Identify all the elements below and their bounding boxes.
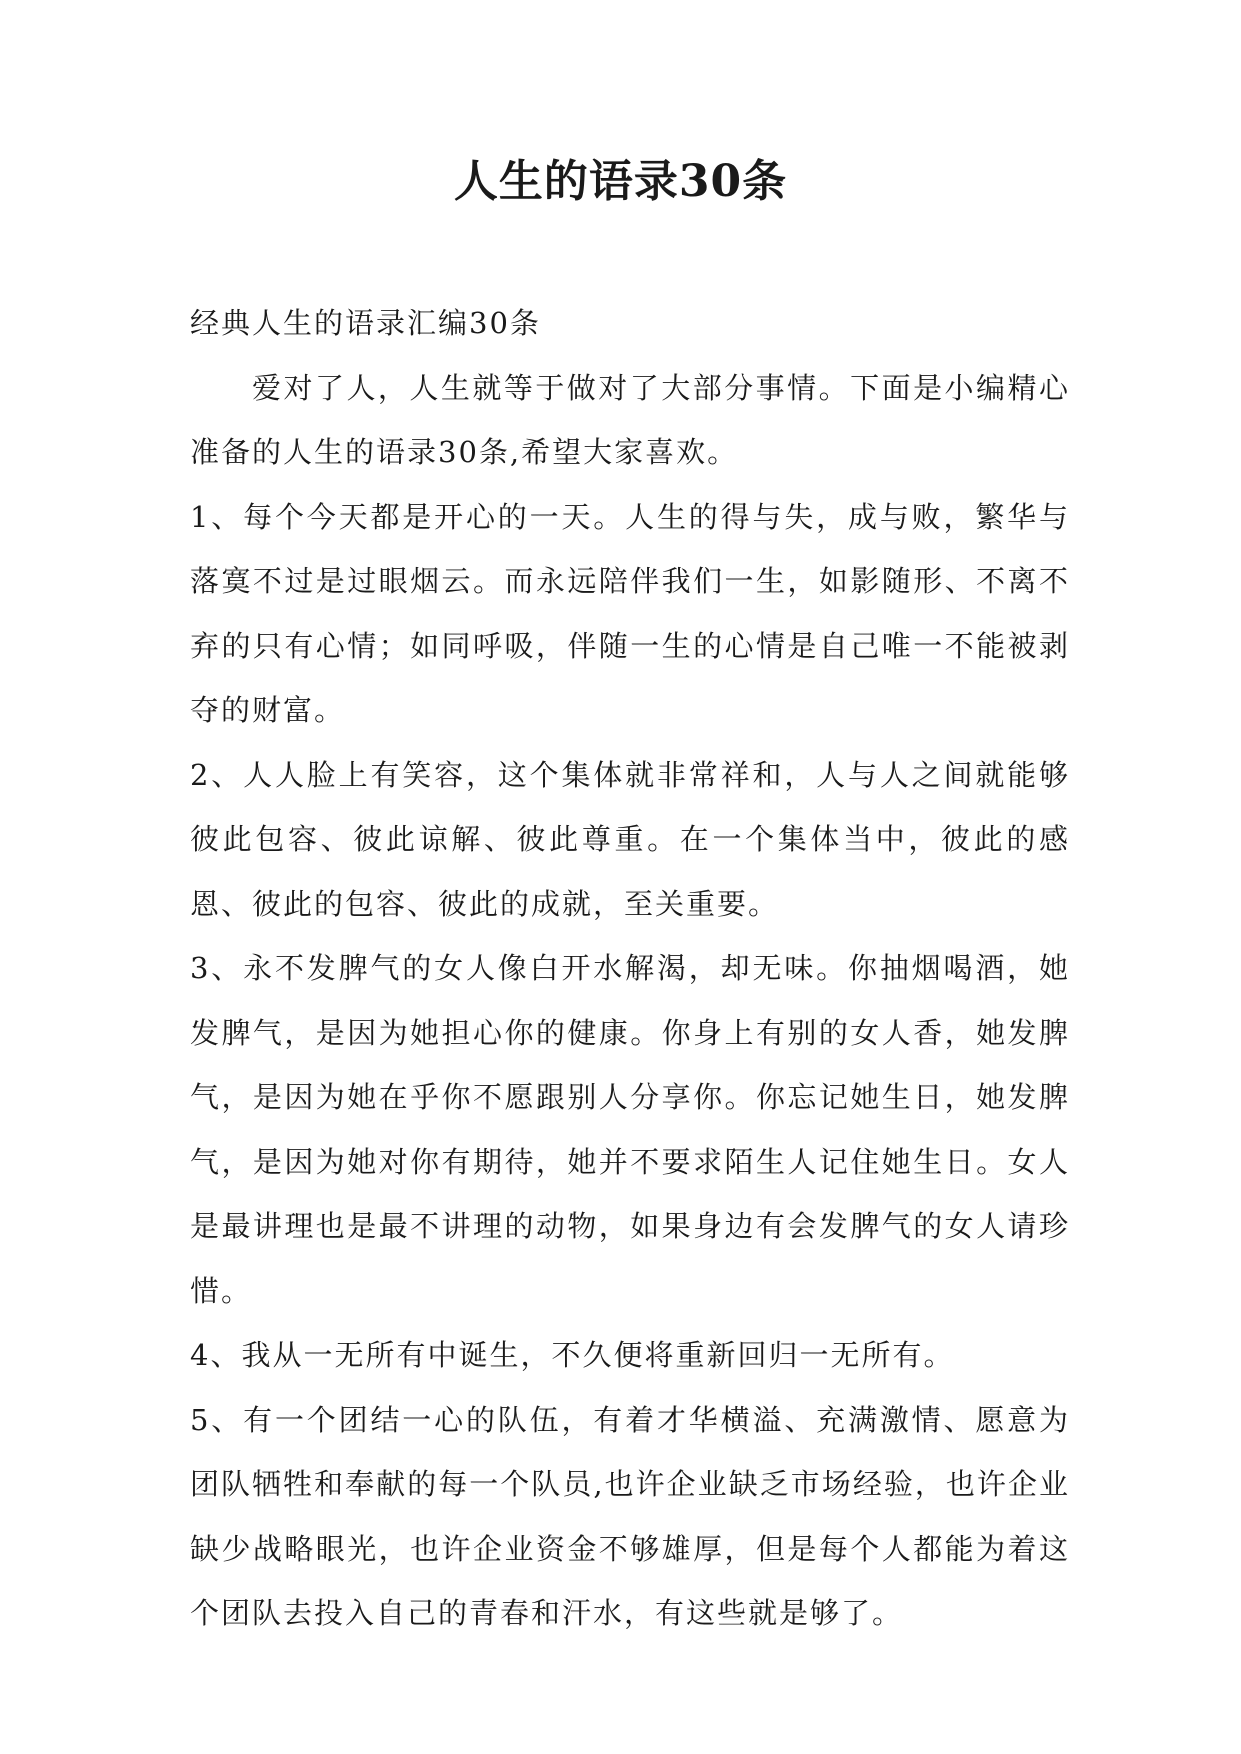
intro-paragraph: 爱对了人，人生就等于做对了大部分事情。下面是小编精心准备的人生的语录30条,希望大家喜欢。 bbox=[190, 370, 1070, 469]
document-title: 人生的语录30条 bbox=[453, 156, 788, 207]
document-body bbox=[190, 291, 1070, 1646]
quote-item-3: 3、永不发脾气的女人像白开水解渴，却无味。你抽烟喝酒，她发脾气，是因为她担心你的健康。你身上有别的女人香，她发脾气，是因为她在乎你不愿跟别人分享你。你忘记她生日，她发脾气，是因为她对你有期待，她并不要求陌生人记住她生日。女人是最讲理也是最不讲理的动物，如果身边有会发脾气的女人请珍惜。 bbox=[190, 951, 1070, 1308]
quote-item-4: 4、我从一无所有中诞生，不久便将重新回归一无所有。 bbox=[190, 1338, 955, 1372]
quote-item-5: 5、有一个团结一心的队伍，有着才华横溢、充满激情、愿意为团队牺牲和奉献的每一个队员,也许企业缺乏市场经验，也许企业缺少战略眼光，也许企业资金不够雄厚，但是每个人都能为着这个团队去投入自己的青春和汗水，有这些就是够了。 bbox=[190, 1402, 1070, 1630]
quote-item-2: 2、人人脸上有笑容，这个集体就非常祥和，人与人之间就能够彼此包容、彼此谅解、彼此尊重。在一个集体当中，彼此的感恩、彼此的包容、彼此的成就，至关重要。 bbox=[190, 757, 1070, 921]
document-subtitle: 经典人生的语录汇编30条 bbox=[190, 306, 541, 340]
quote-item-1: 1、每个今天都是开心的一天。人生的得与失，成与败，繁华与落寞不过是过眼烟云。而永远陪伴我们一生，如影随形、不离不弃的只有心情；如同呼吸，伴随一生的心情是自己唯一不能被剥夺的财富。 bbox=[190, 499, 1070, 727]
